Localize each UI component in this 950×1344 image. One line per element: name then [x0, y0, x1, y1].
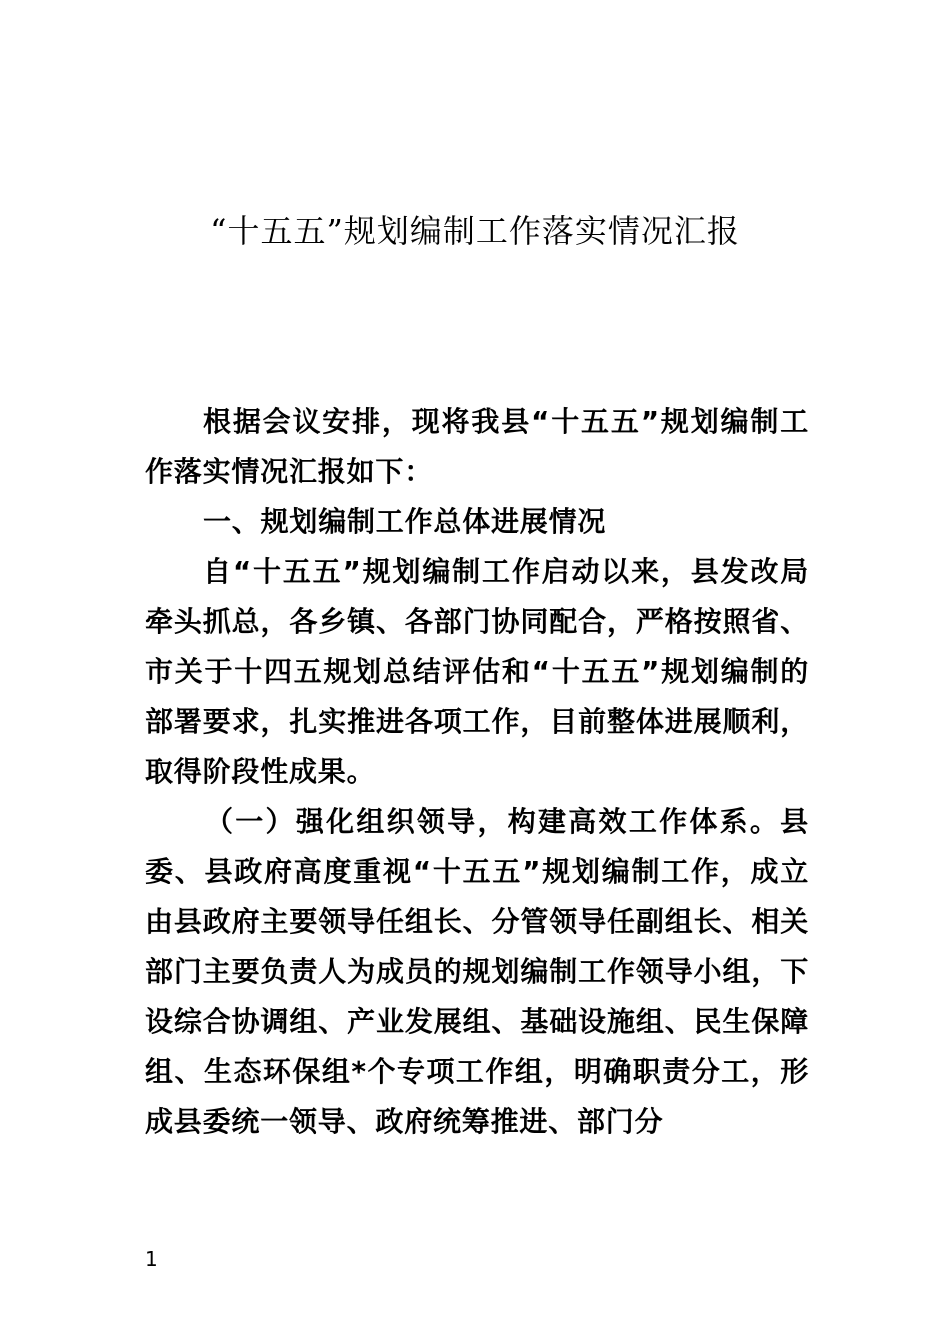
intro-paragraph: 根据会议安排，现将我县“十五五”规划编制工作落实情况汇报如下：	[145, 405, 809, 488]
page-number: 1	[145, 1247, 158, 1271]
document-title: “十五五”规划编制工作落实情况汇报	[210, 212, 740, 250]
body-paragraph-2: （一）强化组织领导，构建高效工作体系。县委、县政府高度重视“十五五”规划编制工作，成立由县政府主要领导任组长、分管领导任副组长、相关部门主要负责人为成员的规划编制工作领导小组，下设综合协调组、产业发展组、基础设施组、民生保障组、生态环保组*个专项工作组，明确职责分工，形成县委统一领导、政府统筹推进、部门分	[145, 805, 809, 1138]
section-heading-1: 一、规划编制工作总体进展情况	[203, 505, 607, 538]
body-paragraph-1: 自“十五五”规划编制工作启动以来，县发改局牵头抓总，各乡镇、各部门协同配合，严格按照省、市关于十四五规划总结评估和“十五五”规划编制的部署要求，扎实推进各项工作，目前整体进展顺利，取得阶段性成果。	[145, 555, 809, 788]
document-body	[145, 397, 809, 1147]
